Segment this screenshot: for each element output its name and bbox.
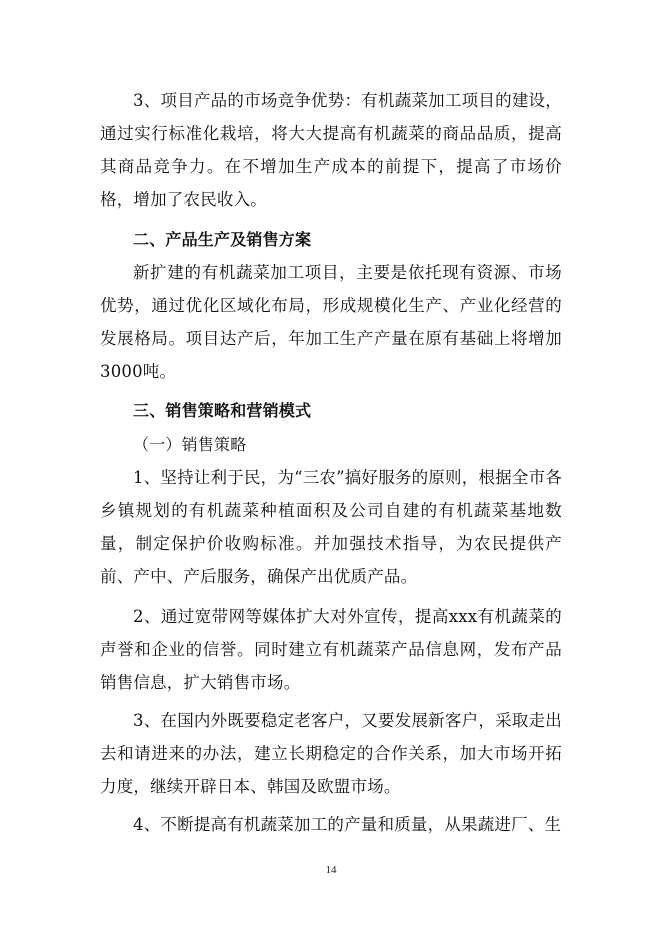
- paragraph-strategy-1: 1、坚持让利于民，为“三农”搞好服务的原则，根据全市各乡镇规划的有机蔬菜种植面积及公司自建的有机蔬菜基地数量，制定保护价收购标准。并加强技术指导，为农民提供产前、产中、产后服务，确保产出优质产品。: [100, 468, 562, 586]
- section-heading-production-sales: 二、产品生产及销售方案: [133, 230, 312, 249]
- subsection-heading-sales-strategy: （一）销售策略: [133, 435, 247, 454]
- paragraph-strategy-4: 4、不断提高有机蔬菜加工的产量和质量，从果蔬进厂、生: [133, 815, 562, 834]
- paragraph-market-advantage: 3、项目产品的市场竞争优势：有机蔬菜加工项目的建设，通过实行标准化栽培，将大大提高有机蔬菜的商品品质，提高其商品竞争力。在不增加生产成本的前提下，提高了市场价格，增加了农民收入。: [100, 91, 562, 209]
- page-number: 14: [325, 864, 337, 876]
- paragraph-strategy-3: 3、在国内外既要稳定老客户，又要发展新客户，采取走出去和请进来的办法，建立长期稳定的合作关系，加大市场开拓力度，继续开辟日本、韩国及欧盟市场。: [100, 711, 562, 796]
- paragraph-strategy-2: 2、通过宽带网等媒体扩大对外宣传，提高xxx有机蔬菜的声誉和企业的信誉。同时建立有机蔬菜产品信息网，发布产品销售信息，扩大销售市场。: [100, 607, 562, 692]
- section-heading-sales-strategy: 三、销售策略和营销模式: [133, 401, 312, 420]
- paragraph-production-plan: 新扩建的有机蔬菜加工项目，主要是依托现有资源、市场优势，通过优化区域化布局，形成规模化生产、产业化经营的发展格局。项目达产后，年加工生产产量在原有基础上将增加3000吨。: [100, 263, 562, 381]
